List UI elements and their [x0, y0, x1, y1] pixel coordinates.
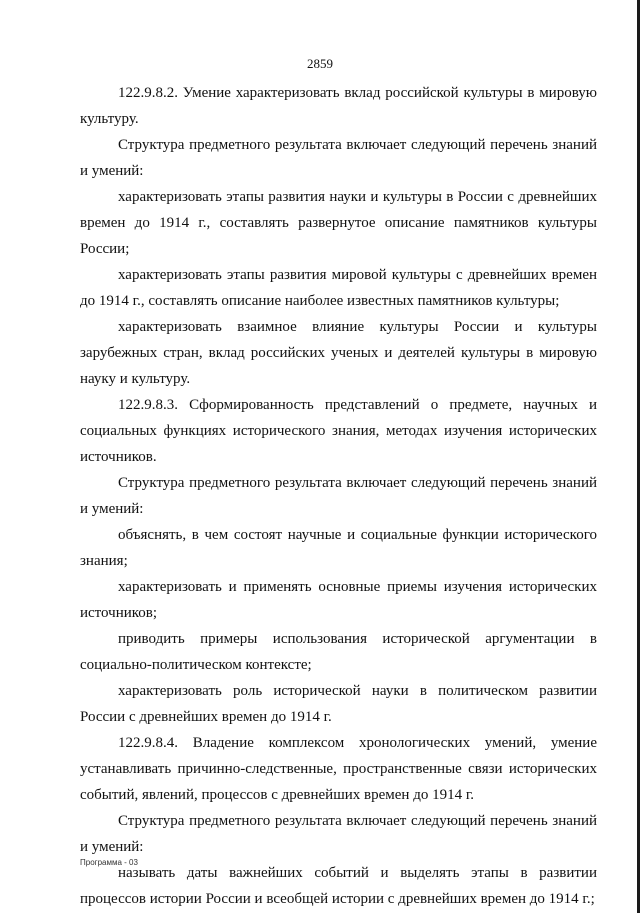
- paragraph-list-item: характеризовать этапы развития мировой культуры с древнейших времен до 1914 г., составлять описание наиболее известных памятников культуры;: [80, 267, 597, 309]
- paragraph-structure-intro: Структура предметного результата включает следующий перечень знаний и умений:: [80, 475, 597, 517]
- paragraph-list-item: характеризовать взаимное влияние культуры России и культуры зарубежных стран, вклад российских ученых и деятелей культуры в мировую науку и культуру.: [80, 319, 597, 387]
- paragraph-section-122-9-8-4: 122.9.8.4. Владение комплексом хронологических умений, умение устанавливать причинно-следственные, пространственные связи исторических событий, явлений, процессов с древнейших времен до 1914 г.: [80, 735, 597, 803]
- paragraph-structure-intro: Структура предметного результата включает следующий перечень знаний и умений:: [80, 137, 597, 179]
- paragraph-section-122-9-8-3: 122.9.8.3. Сформированность представлений о предмете, научных и социальных функциях исторического знания, методах изучения исторических источников.: [80, 397, 597, 465]
- paragraph-section-122-9-8-2: 122.9.8.2. Умение характеризовать вклад российской культуры в мировую культуру.: [80, 85, 597, 127]
- paragraph-structure-intro: Структура предметного результата включает следующий перечень знаний и умений:: [80, 813, 597, 855]
- page-footer: Программа - 03: [80, 858, 138, 867]
- document-body: [80, 80, 597, 912]
- paragraph-list-item: характеризовать роль исторической науки в политическом развитии России с древнейших времен до 1914 г.: [80, 683, 597, 725]
- paragraph-list-item: называть даты важнейших событий и выделять этапы в развитии процессов истории России и всеобщей истории с древнейших времен до 1914 г.;: [80, 865, 597, 907]
- paragraph-list-item: характеризовать этапы развития науки и культуры в России с древнейших времен до 1914 г., составлять развернутое описание памятников культуры России;: [80, 189, 597, 257]
- paragraph-list-item: объяснять, в чем состоят научные и социальные функции исторического знания;: [80, 527, 597, 569]
- page-number: 2859: [307, 56, 333, 71]
- paragraph-list-item: приводить примеры использования исторической аргументации в социально-политическом контексте;: [80, 631, 597, 673]
- paragraph-list-item: характеризовать и применять основные приемы изучения исторических источников;: [80, 579, 597, 621]
